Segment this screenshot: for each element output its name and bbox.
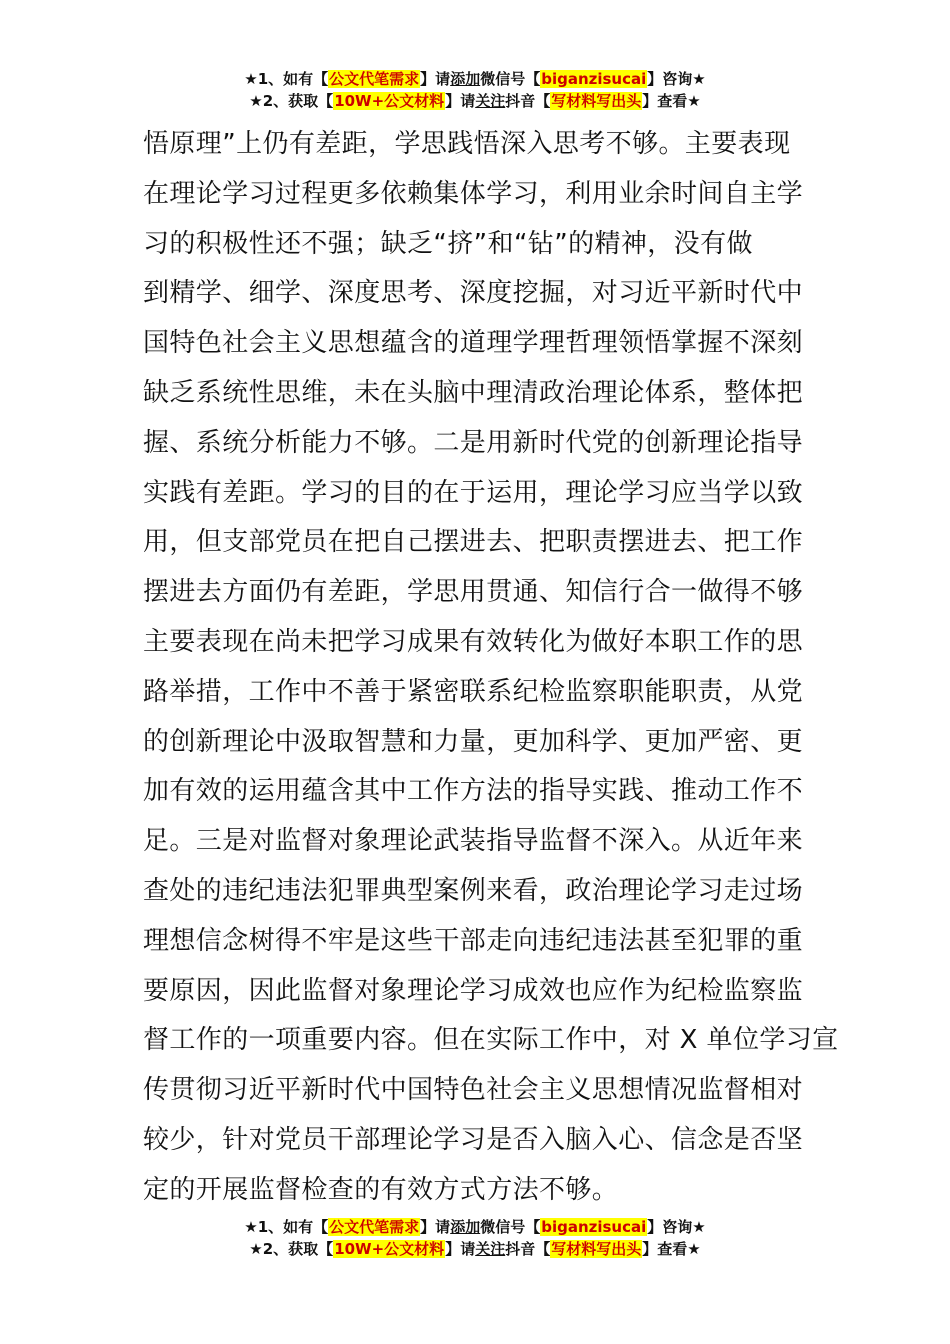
highlight-douyin-account: 写材料写出头 bbox=[551, 1240, 642, 1258]
banner-text: ★2、获取【 bbox=[249, 92, 334, 110]
highlight-wechat-id: biganzisucai bbox=[541, 1218, 647, 1236]
body-line: 传贯彻习近平新时代中国特色社会主义思想情况监督相对 bbox=[143, 1075, 804, 1106]
body-line: 主要表现在尚未把学习成果有效转化为做好本职工作的思 bbox=[143, 626, 804, 657]
banner-text: 】请 bbox=[445, 1240, 476, 1258]
body-line: 摆进去方面仍有差距，学思用贯通、知信行合一做得不够 bbox=[143, 577, 804, 608]
highlight-service: 公文代笔需求 bbox=[329, 1218, 420, 1236]
body-line: 握、系统分析能力不够。二是用新时代党的创新理论指导 bbox=[143, 427, 804, 458]
body-line: 查处的违纪违法犯罪典型案例来看，政治理论学习走过场 bbox=[143, 875, 804, 906]
banner-text: 】请 bbox=[420, 70, 451, 88]
body-line: 到精学、细学、深度思考、深度挖掘，对习近平新时代中 bbox=[143, 278, 804, 309]
banner-underlined-text: 关注 bbox=[475, 92, 506, 110]
body-line: 加有效的运用蕴含其中工作方法的指导实践、推动工作不 bbox=[143, 776, 804, 807]
banner-line-1 bbox=[0, 68, 950, 90]
body-line: 在理论学习过程更多依赖集体学习，利用业余时间自主学 bbox=[143, 178, 804, 209]
banner-text: 抖音【 bbox=[505, 92, 551, 110]
body-line: 足。三是对监督对象理论武装指导监督不深入。从近年来 bbox=[143, 826, 804, 857]
banner-text: ★1、如有【 bbox=[244, 1218, 329, 1236]
banner-text: 】请 bbox=[420, 1218, 451, 1236]
banner-text: 】查看★ bbox=[642, 1240, 701, 1258]
banner-line-1 bbox=[0, 1216, 950, 1238]
body-line: 悟原理”上仍有差距，学思践悟深入思考不够。主要表现 bbox=[143, 129, 791, 159]
highlight-douyin-account: 写材料写出头 bbox=[551, 92, 642, 110]
banner-underlined-text: 关注 bbox=[475, 1240, 506, 1258]
body-line: 国特色社会主义思想蕴含的道理学理哲理领悟掌握不深刻 bbox=[143, 328, 804, 359]
highlight-wechat-id: biganzisucai bbox=[541, 70, 647, 88]
banner-text: 微信号【 bbox=[480, 1218, 541, 1236]
body-line: 路举措，工作中不善于紧密联系纪检监察职能职责，从党 bbox=[143, 676, 804, 707]
highlight-service: 公文代笔需求 bbox=[329, 70, 420, 88]
banner-text: ★2、获取【 bbox=[249, 1240, 334, 1258]
highlight-materials: 10W+公文材料 bbox=[334, 1240, 445, 1258]
banner-underlined-text: 添加 bbox=[450, 70, 481, 88]
body-line: 定的开展监督检查的有效方式方法不够。 bbox=[143, 1174, 619, 1205]
banner-line-2 bbox=[0, 1238, 950, 1260]
body-line: 实践有差距。学习的目的在于运用，理论学习应当学以致 bbox=[143, 477, 804, 508]
body-line: 的创新理论中汲取智慧和力量，更加科学、更加严密、更 bbox=[143, 726, 804, 757]
body-line: 要原因，因此监督对象理论学习成效也应作为纪检监察监 bbox=[143, 975, 804, 1006]
body-line: 督工作的一项重要内容。但在实际工作中，对 X 单位学习宣 bbox=[143, 1025, 839, 1056]
banner-text: 】咨询★ bbox=[647, 70, 706, 88]
banner-text: 】请 bbox=[445, 92, 476, 110]
highlight-materials: 10W+公文材料 bbox=[334, 92, 445, 110]
banner-text: 】咨询★ bbox=[647, 1218, 706, 1236]
body-line: 用，但支部党员在把自己摆进去、把职责摆进去、把工作 bbox=[143, 527, 804, 558]
banner-underlined-text: 添加 bbox=[450, 1218, 481, 1236]
banner-text: ★1、如有【 bbox=[244, 70, 329, 88]
header-banner bbox=[0, 68, 950, 112]
footer-banner bbox=[0, 1216, 950, 1260]
body-line: 习的积极性还不强；缺乏“挤”和“钻”的精神，没有做 bbox=[143, 228, 753, 259]
document-body bbox=[143, 120, 839, 1216]
banner-text: 微信号【 bbox=[480, 70, 541, 88]
banner-line-2 bbox=[0, 90, 950, 112]
body-line: 缺乏系统性思维，未在头脑中理清政治理论体系，整体把 bbox=[143, 377, 804, 408]
banner-text: 抖音【 bbox=[505, 1240, 551, 1258]
body-line: 较少，针对党员干部理论学习是否入脑入心、信念是否坚 bbox=[143, 1124, 804, 1155]
banner-text: 】查看★ bbox=[642, 92, 701, 110]
body-line: 理想信念树得不牢是这些干部走向违纪违法甚至犯罪的重 bbox=[143, 925, 804, 956]
